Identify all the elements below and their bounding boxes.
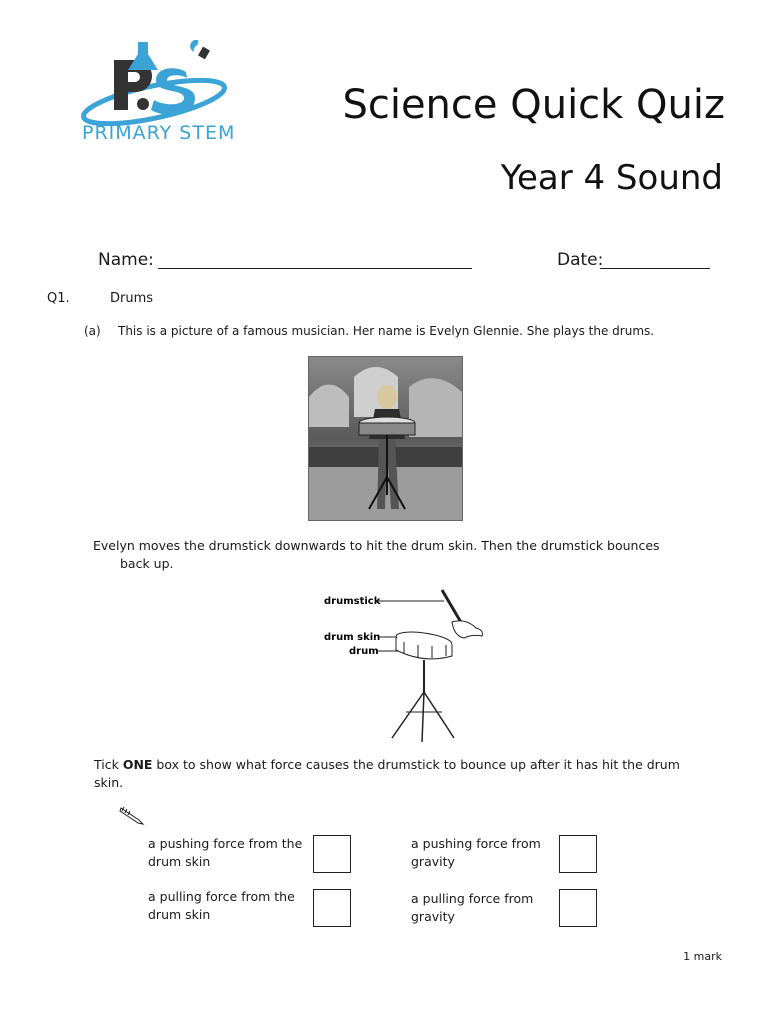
instruction-text bbox=[94, 756, 694, 792]
label-drum: drum bbox=[349, 646, 379, 657]
mark-count: 1 mark bbox=[683, 950, 722, 963]
question-title: Drums bbox=[110, 291, 154, 306]
option-line: gravity bbox=[411, 909, 455, 924]
date-label: Date: bbox=[557, 250, 604, 270]
option-line: gravity bbox=[411, 854, 455, 869]
part-text: This is a picture of a famous musician. Her name is Evelyn Glennie. She plays the drums. bbox=[118, 324, 655, 338]
description-line-2: back up. bbox=[120, 556, 174, 571]
question-number: Q1. bbox=[47, 291, 70, 306]
instruction-pre: Tick bbox=[94, 757, 123, 772]
option-push-drum-skin bbox=[148, 835, 308, 871]
checkbox-push-drum-skin[interactable] bbox=[313, 835, 351, 873]
description-line-1: Evelyn moves the drumstick downwards to hit the drum skin. Then the drumstick bounces bbox=[93, 538, 660, 553]
checkbox-pull-drum-skin[interactable] bbox=[313, 889, 351, 927]
option-line: a pulling force from the bbox=[148, 889, 295, 904]
option-line: drum skin bbox=[148, 907, 211, 922]
page-title: Science Quick Quiz bbox=[342, 82, 725, 128]
option-pull-gravity bbox=[411, 890, 571, 926]
option-line: a pulling force from bbox=[411, 891, 534, 906]
logo-text: PRIMARY STEM bbox=[82, 122, 236, 144]
checkbox-push-gravity[interactable] bbox=[559, 835, 597, 873]
option-line: a pushing force from bbox=[411, 836, 541, 851]
instruction-emphasis: ONE bbox=[122, 757, 153, 772]
option-line: a pushing force from the bbox=[148, 836, 303, 851]
pencil-icon bbox=[118, 804, 146, 826]
checkbox-pull-gravity[interactable] bbox=[559, 889, 597, 927]
musician-photo bbox=[308, 356, 463, 521]
instruction-post: box to show what force causes the drumstick to bounce up after it has hit the drum skin. bbox=[94, 757, 680, 790]
description-paragraph bbox=[93, 537, 693, 573]
label-drumstick: drumstick bbox=[324, 596, 381, 607]
option-pull-drum-skin bbox=[148, 888, 308, 924]
drum-diagram bbox=[320, 582, 520, 744]
name-field[interactable] bbox=[158, 268, 472, 269]
label-drum-skin: drum skin bbox=[324, 632, 381, 643]
date-field[interactable] bbox=[600, 268, 710, 269]
part-label: (a) bbox=[84, 324, 101, 338]
option-push-gravity bbox=[411, 835, 571, 871]
name-label: Name: bbox=[98, 250, 154, 270]
option-line: drum skin bbox=[148, 854, 211, 869]
page-subtitle: Year 4 Sound bbox=[500, 158, 723, 198]
